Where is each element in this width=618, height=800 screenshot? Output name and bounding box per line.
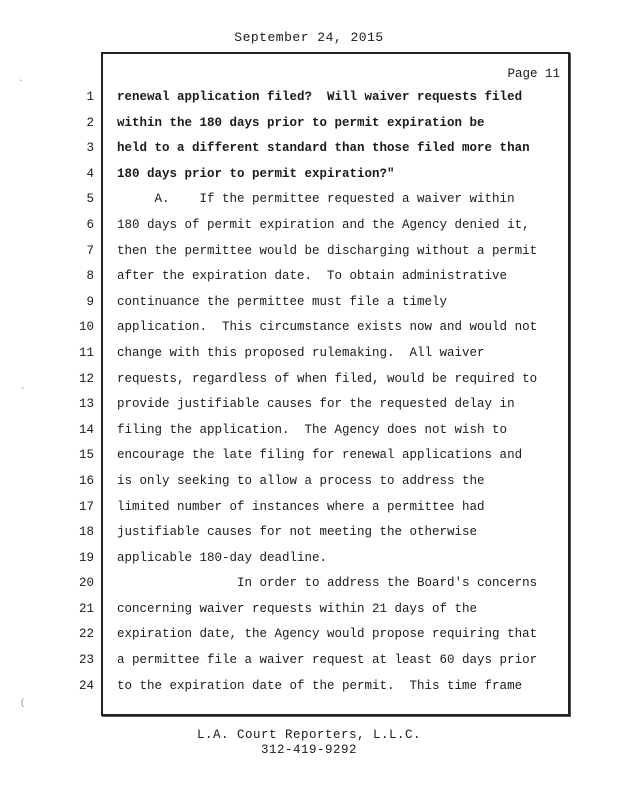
line-number: 2	[86, 115, 94, 130]
line-number: 12	[78, 371, 94, 386]
line-number: 5	[86, 192, 94, 207]
line-number: 1	[86, 90, 94, 104]
transcript-line: is only seeking to allow a process to address the	[117, 473, 485, 488]
line-number: 15	[78, 448, 94, 463]
line-number: 14	[78, 422, 94, 437]
transcript-line: A. If the permittee requested a waiver within	[117, 192, 515, 207]
transcript-line: provide justifiable causes for the requested delay in	[117, 397, 515, 412]
transcript-line: a permittee file a waiver request at least 60 days prior	[117, 653, 538, 668]
line-number: 7	[86, 243, 94, 258]
line-number: 13	[78, 397, 94, 412]
line-number: 22	[78, 627, 94, 642]
line-number-column	[70, 89, 94, 703]
transcript-line: continuance the permittee must file a timely	[117, 294, 448, 309]
transcript-line: In order to address the Board's concerns	[117, 576, 538, 591]
transcript-line: held to a different standard than those filed more than	[117, 141, 530, 156]
transcript-line: to the expiration date of the permit. This time frame	[117, 678, 523, 693]
transcript-line: encourage the late filing for renewal applications and	[117, 448, 523, 463]
transcript-line: then the permittee would be discharging without a permit	[117, 243, 538, 258]
line-number: 6	[86, 217, 94, 232]
transcript-line: renewal application filed? Will waiver requests filed	[117, 90, 523, 104]
transcript-line: limited number of instances where a permittee had	[117, 499, 485, 514]
transcript-line: requests, regardless of when filed, would be required to	[117, 371, 538, 386]
transcript-line: justifiable causes for not meeting the otherwise	[117, 525, 478, 540]
line-number: 4	[86, 166, 94, 181]
line-number: 10	[78, 320, 94, 335]
transcript-line: 180 days of permit expiration and the Agency denied it,	[117, 217, 530, 232]
transcript-body	[117, 89, 563, 703]
scan-speck: .	[20, 382, 26, 392]
line-number: 3	[86, 141, 94, 156]
line-number: 11	[78, 345, 94, 360]
line-number: 20	[78, 576, 94, 591]
line-number: 19	[78, 550, 94, 565]
line-number: 21	[78, 601, 94, 616]
transcript-line: change with this proposed rulemaking. All waiver	[117, 345, 485, 360]
footer-company: L.A. Court Reporters, L.L.C.	[196, 728, 422, 742]
line-number: 16	[78, 473, 94, 488]
footer-phone: 312-419-9292	[260, 743, 357, 757]
transcript-line: applicable 180-day deadline.	[117, 550, 328, 565]
line-number: 17	[78, 499, 94, 514]
scan-speck: .	[18, 74, 24, 84]
footer	[0, 728, 618, 758]
transcript-line: expiration date, the Agency would propose requiring that	[117, 627, 538, 642]
line-number: 23	[78, 653, 94, 668]
transcript-line: concerning waiver requests within 21 days of the	[117, 601, 478, 616]
transcript-line: within the 180 days prior to permit expiration be	[117, 115, 485, 130]
transcript-line: filing the application. The Agency does not wish to	[117, 422, 508, 437]
transcript-line: 180 days prior to permit expiration?"	[117, 166, 395, 181]
transcript-line: after the expiration date. To obtain administrative	[117, 269, 508, 284]
page-number: Page 11	[507, 67, 560, 81]
line-number: 24	[78, 678, 94, 693]
line-number: 9	[86, 294, 94, 309]
line-number: 8	[86, 269, 94, 284]
transcript-line: application. This circumstance exists now and would not	[117, 320, 538, 335]
date-header: September 24, 2015	[234, 30, 384, 45]
line-number: 18	[78, 525, 94, 540]
scan-speck: (	[20, 698, 26, 708]
